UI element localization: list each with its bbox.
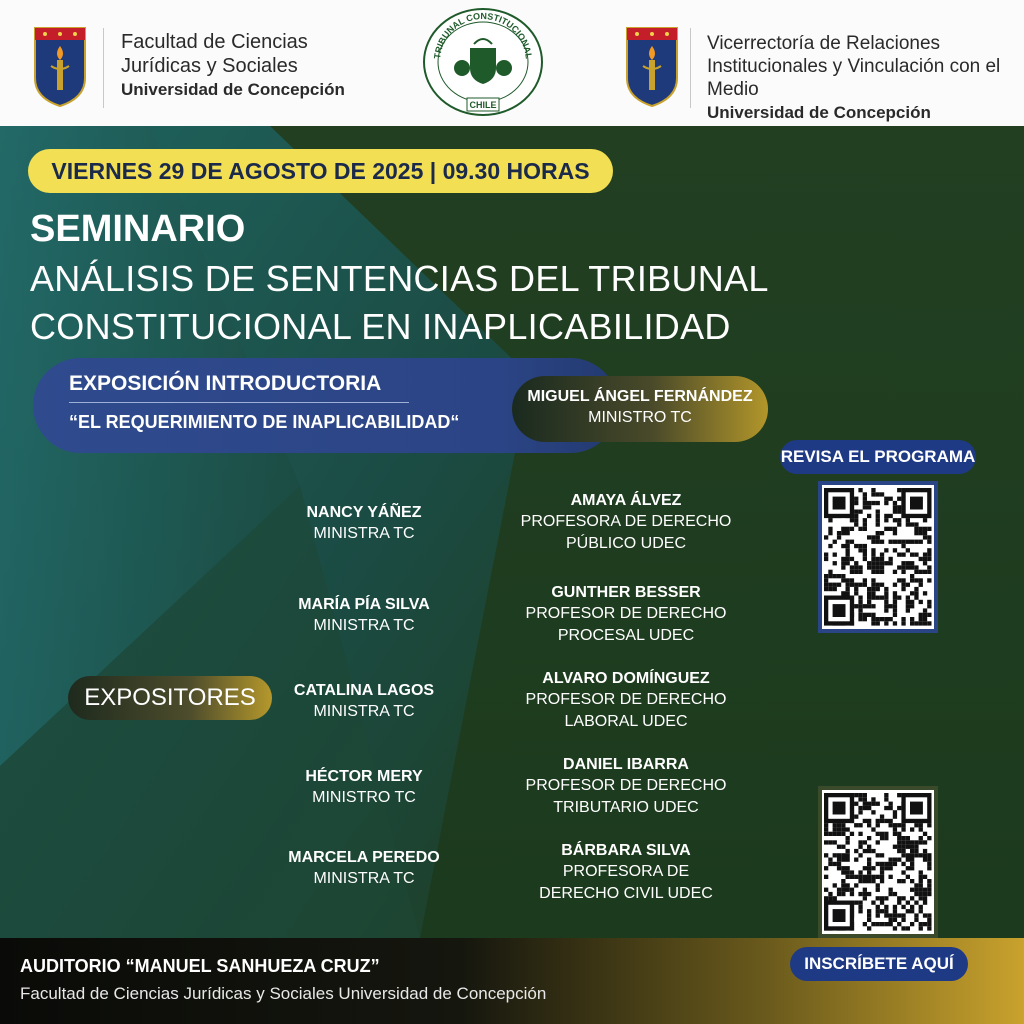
person-role: TRIBUTARIO UDEC [553, 799, 699, 816]
left-org-university: Universidad de Concepción [121, 80, 345, 99]
intro-speaker-name: MIGUEL ÁNGEL FERNÁNDEZ [527, 388, 753, 405]
right-org-line2: Institucionales y Vinculación con el Medio [707, 56, 1001, 100]
right-org-text [707, 32, 1024, 124]
person-role: PROCESAL UDEC [557, 627, 695, 644]
person-role: PÚBLICO UDEC [565, 535, 687, 552]
person-name: GUNTHER BESSER [551, 584, 701, 601]
person-name: BÁRBARA SILVA [561, 842, 691, 859]
intro-speaker [512, 376, 768, 442]
program-button[interactable]: REVISA EL PROGRAMA [780, 440, 976, 474]
right-org-university: Universidad de Concepción [707, 103, 931, 122]
person-name: HÉCTOR MERY [305, 768, 423, 785]
person-role: MINISTRA TC [313, 703, 415, 720]
divider [690, 28, 691, 108]
date-time-banner: VIERNES 29 DE AGOSTO DE 2025 | 09.30 HORAS [28, 149, 613, 193]
person-role: PROFESORA DE DERECHO [520, 513, 732, 530]
professor-1 [506, 490, 746, 555]
person-name: NANCY YÁÑEZ [306, 504, 422, 521]
register-button[interactable]: INSCRÍBETE AQUÍ [790, 947, 968, 981]
person-role: PROFESORA DE [562, 863, 690, 880]
person-role: PROFESOR DE DERECHO [525, 691, 727, 708]
seal-country-text: CHILE [469, 100, 497, 110]
venue-faculty: Facultad de Ciencias Jurídicas y Sociales Universidad de Concepción [20, 984, 547, 1003]
minister-1 [262, 502, 466, 545]
person-role: MINISTRA TC [313, 870, 415, 887]
person-role: MINISTRO TC [312, 789, 416, 806]
event-type: SEMINARIO [30, 208, 246, 250]
register-qr-code[interactable] [818, 786, 938, 938]
intro-speaker-role: MINISTRO TC [588, 409, 692, 426]
person-name: CATALINA LAGOS [293, 682, 435, 699]
program-qr-code[interactable] [818, 481, 938, 633]
right-org-line1: Vicerrectoría de Relaciones [707, 33, 941, 54]
left-org-text [121, 30, 345, 102]
event-title-line2: CONSTITUCIONAL EN INAPLICABILIDAD [30, 306, 731, 347]
person-name: MARÍA PÍA SILVA [298, 596, 430, 613]
divider [103, 28, 104, 108]
intro-subtitle: “EL REQUERIMIENTO DE INAPLICABILIDAD“ [69, 412, 460, 432]
person-role: PROFESOR DE DERECHO [525, 605, 727, 622]
event-title-line1: ANÁLISIS DE SENTENCIAS DEL TRIBUNAL [30, 258, 769, 299]
minister-2 [262, 594, 466, 637]
person-name: DANIEL IBARRA [563, 756, 689, 773]
qr-code-icon [822, 790, 934, 934]
person-name: AMAYA ÁLVEZ [570, 492, 682, 509]
tribunal-seal [422, 6, 544, 118]
minister-5 [262, 847, 466, 890]
minister-3 [262, 680, 466, 723]
person-role: MINISTRA TC [313, 617, 415, 634]
person-role: LABORAL UDEC [564, 713, 688, 730]
header [0, 0, 1024, 126]
professor-4 [506, 754, 746, 819]
minister-4 [262, 766, 466, 809]
professor-3 [506, 668, 746, 733]
expositores-label: EXPOSITORES [68, 676, 272, 720]
seal-arc-text: TRIBUNAL CONSTITUCIONAL [432, 10, 534, 60]
venue-name: AUDITORIO “MANUEL SANHUEZA CRUZ” [20, 956, 380, 976]
person-name: MARCELA PEREDO [288, 849, 440, 866]
person-role: DERECHO CIVIL UDEC [539, 885, 713, 902]
qr-code-icon [822, 485, 934, 629]
person-role: PROFESOR DE DERECHO [525, 777, 727, 794]
university-shield-icon [625, 26, 679, 108]
professor-5 [506, 840, 746, 905]
left-org-line2: Jurídicas y Sociales [121, 55, 298, 77]
intro-heading: EXPOSICIÓN INTRODUCTORIA [69, 372, 382, 395]
person-name: ALVARO DOMÍNGUEZ [542, 670, 710, 687]
intro-divider [69, 402, 409, 403]
person-role: MINISTRA TC [313, 525, 415, 542]
professor-2 [506, 582, 746, 647]
left-org-line1: Facultad de Ciencias [121, 31, 308, 53]
university-shield-icon [33, 26, 87, 108]
